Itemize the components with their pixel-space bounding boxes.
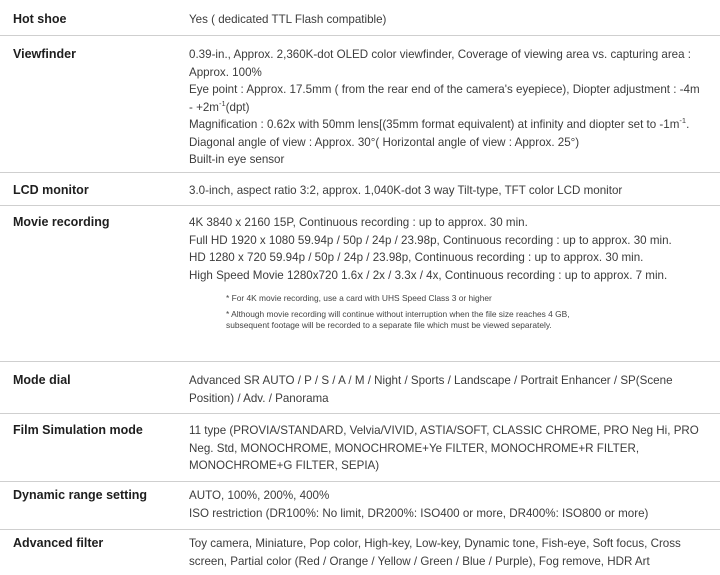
spec-line: Position) / Adv. / Panorama (189, 391, 329, 405)
spec-row-mode-dial (0, 361, 720, 414)
spec-label: LCD monitor (13, 183, 89, 197)
spec-line: Approx. 100% (189, 65, 262, 79)
spec-row-advanced-filter (0, 529, 720, 575)
spec-label: Dynamic range setting (13, 488, 148, 502)
text-fragment: . (686, 118, 690, 131)
spec-line: Built-in eye sensor (189, 153, 285, 166)
footnote: * For 4K movie recording, use a card with UHS Speed Class 3 or higher (226, 293, 492, 303)
spec-line: 4K 3840 x 2160 15P, Continuous recording : up to approx. 30 min. (189, 216, 528, 229)
spec-label: Film Simulation mode (13, 423, 143, 437)
spec-value (189, 487, 713, 522)
spec-label: Advanced filter (13, 536, 104, 550)
spec-label: Viewfinder (13, 47, 76, 61)
footnote: * Although movie recording will continue without interruption when the file size reaches 4 GB, (226, 308, 570, 319)
spec-line: Diagonal angle of view : Approx. 30°( Horizontal angle of view : Approx. 25°) (189, 135, 580, 149)
spec-line: Eye point : Approx. 17.5mm ( from the rear end of the camera's eyepiece), Diopter adjustment : -4m (189, 83, 700, 96)
spec-line: 3.0-inch, aspect ratio 3:2, approx. 1,040K-dot 3 way Tilt-type, TFT color LCD monitor (189, 184, 623, 197)
spec-label: Mode dial (13, 373, 71, 387)
footnotes (226, 293, 713, 332)
spec-label: Movie recording (13, 215, 110, 229)
text-fragment: Magnification : 0.62x with 50mm lens[(35mm format equivalent) at infinity and diopter set to -1m (189, 118, 680, 131)
text-fragment: (dpt) (225, 100, 250, 114)
spec-line: 11 type (PROVIA/STANDARD, Velvia/VIVID, ASTIA/SOFT, CLASSIC CHROME, PRO Neg Hi, PRO (189, 424, 699, 437)
superscript: -1 (679, 116, 687, 126)
spec-line: High Speed Movie 1280x720 1.6x / 2x / 3.3x / 4x, Continuous recording : up to approx. 7 min. (189, 268, 668, 282)
spec-value (189, 372, 713, 407)
spec-line: Full HD 1920 x 1080 59.94p / 50p / 24p / 23.98p, Continuous recording : up to approx. 30 min. (189, 233, 672, 247)
spec-row-film-simulation (0, 413, 720, 482)
spec-row-dynamic-range (0, 481, 720, 530)
spec-line: HD 1280 x 720 59.94p / 50p / 24p / 23.98p, Continuous recording : up to approx. 30 min. (189, 251, 644, 264)
spec-line (189, 116, 713, 134)
spec-row-movie-recording (0, 205, 720, 362)
superscript: -1 (218, 98, 226, 108)
spec-row-lcd-monitor (0, 172, 720, 206)
spec-line: ISO restriction (DR100%: No limit, DR200%: ISO400 or more, DR400%: ISO800 or more) (189, 506, 649, 520)
spec-line: 0.39-in., Approx. 2,360K-dot OLED color viewfinder, Coverage of viewing area vs. capturing area : (189, 48, 692, 61)
spec-row-hot-shoe (0, 0, 720, 35)
spec-label: Hot shoe (13, 12, 67, 26)
text-fragment: - +2m (189, 100, 219, 114)
spec-value (189, 11, 713, 29)
spec-value (189, 46, 713, 169)
spec-value (189, 422, 713, 475)
spec-line: MONOCHROME+G FILTER, SEPIA) (189, 459, 380, 472)
spec-line: AUTO, 100%, 200%, 400% (189, 489, 330, 502)
spec-line: Yes ( dedicated TTL Flash compatible) (189, 13, 387, 26)
spec-line (189, 99, 713, 117)
spec-line: screen, Partial color (Red / Orange / Yellow / Green / Blue / Purple), Fog remove, HDR Art (189, 554, 650, 568)
spec-value (189, 182, 713, 200)
spec-line: Toy camera, Miniature, Pop color, High-key, Low-key, Dynamic tone, Fish-eye, Soft focus, Cross (189, 537, 681, 550)
spec-row-viewfinder (0, 35, 720, 173)
spec-line: Advanced SR AUTO / P / S / A / M / Night / Sports / Landscape / Portrait Enhancer / SP(Scene (189, 374, 673, 387)
spec-value (189, 214, 713, 336)
spec-value (189, 535, 713, 570)
spec-line: Neg. Std, MONOCHROME, MONOCHROME+Ye FILTER, MONOCHROME+R FILTER, (189, 441, 640, 455)
footnote: subsequent footage will be recorded to a separate file which must be viewed separately. (226, 320, 552, 330)
